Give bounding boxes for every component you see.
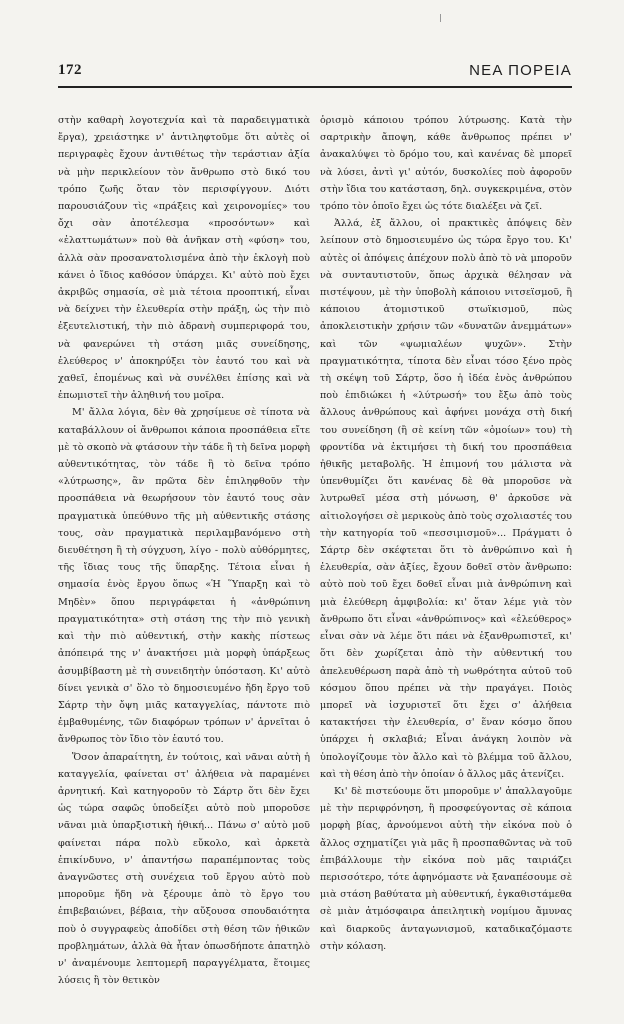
right-paragraph-1: ὁρισμὸ κάποιου τρόπου λύτρωσης. Κατὰ τὴν σαρτρικὴν ἄποψη, κάθε ἄνθρωπος πρέπει ν' ἀνακαλύψει τὸ δρόμο του, καὶ κανένας δὲ μπορεῖ νὰ λύσει, ἀντὶ γι' αὐτόν, δυσκολίες ποὺ ἀφοροῦν στὴν ἴδια του κατάσταση, δηλ. συγκεκριμένα, στὸν τρόπο τὸν ὁποῖο ἔχει ὡς τότε διαλέξει νὰ ζεῖ. (320, 115, 572, 213)
right-paragraph-3: Κι' δὲ πιστεύουμε ὅτι μποροῦμε ν' ἀπαλλαγοῦμε μὲ τὴν περιφρόνηση, ἢ προσφεύγοντας σὲ κάποια μορφὴ βίας, ἀρνούμενοι αὐτὴ τὴν εἰκόνα ποὺ ὁ ἄλλος σχηματίζει γιὰ μᾶς ἢ προσπαθῶντας νὰ τοῦ ἐπιβάλλουμε τὴν εἰκόνα ποὺ μᾶς ταιριάζει περισσότερο, τότε ἀφηνόμαστε νὰ ξαναπέσουμε σὲ μιὰ στάση βαθύτατα μὴ αὐθεντική, ἐγκαθιστάμεθα σὲ μιὰν ἀτμόσφαιρα ἀπειλητικὴ νομίμου ἄμυνας καὶ διαρκοῦς ἀνταγωνισμοῦ, καταδικαζόμαστε στὴν κόλαση. (320, 785, 572, 952)
page-number: 172 (58, 62, 82, 78)
left-paragraph-2: Μ' ἄλλα λόγια, δὲν θὰ χρησίμευε σὲ τίποτα νὰ καταβάλλουν οἱ ἄνθρωποι κάποια προσπάθεια εἴτε μὲ τὸ σκοπὸ νὰ φτάσουν τὴν τάδε ἢ τὴ δεῖνα μορφὴ αὐθεντικότητας, τὸν τάδε ἢ τὸ δεῖνα τρόπο «λύτρωσης», ἂν πρῶτα δὲν ἐπιληφθοῦν τὴν προσπάθεια νὰ θεωρήσουν τὸν ἑαυτό τους σὰν πραγματικὰ ὑπεύθυνο τῆς μὴ αὐθεντικῆς στάσης τους, σὰν πραγματικὰ περιλαμβανόμενο στὴ διευθέτηση ἢ τὴ σύγχυση, λίγο - πολὺ αὐθόρμητες, τῆς ἴδιας τους τῆς ὕπαρξης. Τέτοια εἶναι ἡ σημασία ἑνὸς ἔργου ὅπως «Ἡ Ὕπαρξη καὶ τὸ Μηδὲν» ὅπου περιγράφεται ἡ «ἀνθρώπινη πραγματικότητα» στὴ στάση της τὴν πιὸ γενικὴ καὶ τὴν πιὸ αὐθεντική, στὴν κακὴς πίστεως ἀπόπειρά της ν' ἀνακτήσει μιὰ μορφὴ ὑπάρξεως ἀσυμβίβαστη μὲ τὴ συνειδητὴν ὑπόσταση. Κι' αὐτὸ δίνει γενικὰ σ' ὅλο τὸ δημοσιευμένο ἤδη ἔργο τοῦ Σάρτρ τὴν ὄψη μιᾶς καταγγελίας, πάντοτε πιὸ ἐμβαθυμένης, τῶν διαφόρων τρόπων ν' ἀρνεῖται ὁ ἄνθρωπος τὸν ἴδιο τὸν ἑαυτό του. (58, 407, 310, 746)
margin-mark (440, 14, 441, 22)
right-column (320, 112, 572, 955)
running-title: ΝΕΑ ΠΟΡΕΙΑ (469, 62, 572, 79)
right-paragraph-2: Ἀλλά, ἐξ ἄλλου, οἱ πρακτικὲς ἀπόψεις δὲν λείπουν στὸ δημοσιευμένο ὡς τώρα ἔργο του. Κι' αὐτὲς οἱ ἀπόψεις ἀπέχουν πολὺ ἀπὸ τὸ νὰ μποροῦν νὰ συνταυτιστοῦν, ὅπως ἀρχικὰ θέλησαν νὰ πιστέψουν, μὲ τὴν ὑποβολὴ κάποιου νιτσεϊσμοῦ, ἢ κάποιου ἀτομιστικοῦ στωϊκισμοῦ, πὼς ἀποκλειστικὴν χρήσιν τῶν «δυνατῶν ἀνεμμάτων» καὶ τῶν «ψωμιαλέων ψυχῶν». Στὴν πραγματικότητα, τίποτα δὲν εἶναι τόσο ξένο πρὸς τὴ σκέψη τοῦ Σάρτρ, ὅσο ἡ ἰδέα ἑνὸς ἀνθρώπου ποὺ ἐπιδιώκει ἡ «λύτρωσή» του ἔξω ἀπὸ τοὺς ἄλλους ἀνθρώπους καὶ ἀφήνει μονάχα στὴ δική του συνείδηση (ἢ σὲ κείνη τῶν «ὁμοίων» του) τὴ φροντίδα νὰ ἐκτιμήσει τὴ δική του προσπάθεια ἠθικῆς μεταβολῆς. Ἡ ἐπιμονή του μάλιστα νὰ ὑπενθυμίζει ὅτι κανένας δὲ θὰ μποροῦσε νὰ λυτρωθεῖ μέσα στὴ μόνωση, θ' ἀρκοῦσε νὰ αἰτιολογήσει σὲ μερικοὺς ἀπὸ τοὺς σχολιαστές του τὴν κατηγορία τοῦ «πεσσιμισμοῦ»... Πράγματι ὁ Σάρτρ δὲν σκέφτεται ὅτι τὸ ἀνθρώπινο καὶ ἡ ἐλευθερία, σὰν ἀξίες, ἔχουν δοθεῖ στὸν ἄνθρωπο: αὐτὸ ποὺ τοῦ ἔχει δοθεῖ εἶναι μιὰ ἀνθρώπινη καὶ μιὰ ἐλεύθερη ἀμφιβολία: κι' ὅταν λέμε γιὰ τὸν ἄνθρωπο ὅτι εἶναι «ἀνθρώπινος» καὶ «ἐλεύθερος» εἶναι σὰν νὰ λέμε ὅτι πάει νὰ ἐξανθρωπιστεῖ, κι' ὅτι δὲν χωρίζεται ἀπὸ τὴν αὐθεντική του ἀπελευθέρωση παρὰ ἀπὸ τὴ νωθρότητα αὐτοῦ τοῦ κόσμου ὅπου πρέπει νὰ τὴν πραγάγει. Ποιὸς μπορεῖ νὰ ἰσχυριστεῖ ὅτι ἔχει σ' ἀλήθεια κατακτήσει τὴν ἐλευθερία, σ' ἕναν κόσμο ὅπου ὑπάρχει ἡ σκλαβιά; Εἶναι ἀνάγκη λοιπὸν νὰ ὑπολογίζουμε τὸν ἄλλο καὶ τὸ βλέμμα τοῦ ἄλλου, καὶ τὴ θέση ἀπὸ τὴν ὁποίαν ὁ ἄλλος μᾶς ἀτενίζει. (320, 218, 572, 780)
header-rule (58, 86, 572, 88)
left-column (58, 112, 310, 989)
left-paragraph-1: στὴν καθαρὴ λογοτεχνία καὶ τὰ παραδειγματικὰ ἔργα), χρειάστηκε ν' ἀντιληφτοῦμε ὅτι αὐτὲς οἱ περιγραφὲς ἔχουν ἀντιθέτως τὴν τεράστιαν ἀξία νὰ μὴν περικλείουν τὸν ἄνθρωπο στὸ δικό του τρόπο ζωῆς ὅταν τὸν περισφίγγουν. Διότι παρουσιάζουν τὶς «πράξεις καὶ χειρονομίες» του ὄχι σὰν ἀποτέλεσμα «προσόντων» καὶ «ἐλαττωμάτων» ποὺ θὰ ἀνῆκαν στὴ «φύση» του, ἀλλὰ σὰν προσανατολισμένα ἀπὸ τὴν ἐκλογὴ ποὺ κάνει ὁ ἴδιος καθόσον ὑπάρχει. Κι' αὐτὸ ποὺ ἔχει ἀκριβῶς σημασία, σὲ μιὰ τέτοια προοπτική, εἶναι νὰ δείχνει τὴν ἐλευθερία στὴν πράξη, ὡς τὴν πιὸ ἐξευτελιστική, τὴν πιὸ ἀδρανὴ συμπεριφορά του, νὰ φανερώνει τὴ στάση μιᾶς συνείδησης, ἐλεύθερος ν' ἀποκηρύξει τὸν ἑαυτό του καὶ νὰ χαθεῖ, ἑπομένως καὶ νὰ συνέλθει ἐπίσης καὶ νὰ ἐπωμιστεῖ τὴν ἀληθινή του μοῖρα. (58, 115, 310, 402)
left-paragraph-3: Ὅσον ἀπαραίτητη, ἐν τούτοις, καὶ νᾶναι αὐτὴ ἡ καταγγελία, φαίνεται στ' ἀλήθεια νὰ παραμένει ἀρνητική. Καὶ κατηγοροῦν τὸ Σάρτρ ὅτι δὲν ἔχει ὡς τώρα σαφῶς ὑποδείξει αὐτὸ ποὺ μποροῦσε νᾶναι μιὰ ὑπαρξιστικὴ ἠθική... Πάνω σ' αὐτὸ μοῦ φαίνεται πάρα πολὺ εὔκολο, καὶ ἀρκετὰ ἐπικίνδυνο, ν' ἀπαντήσω παραπέμποντας τοὺς ἀναγνῶστες στὴ συνέχεια τοῦ ἔργου αὐτὸ ποὺ μποροῦμε ἤδη νὰ ξέρουμε ἀπὸ τὸ ἔργο του ἐπιβεβαιώνει, βέβαια, τὴν αὔξουσα σπουδαιότητα ποὺ ὁ συγγραφεὺς ἀποδίδει στὴ θέση τῶν ἠθικῶν προβλημάτων, ἀλλὰ θὰ ἦταν ὁπωσδήποτε ἀπατηλὸ ν' ἀναμένουμε λεπτομερῆ παραγγέλματα, ἕτοιμες λύσεις ἢ τὸν θετικὸν (58, 751, 310, 987)
page-header (58, 62, 572, 82)
